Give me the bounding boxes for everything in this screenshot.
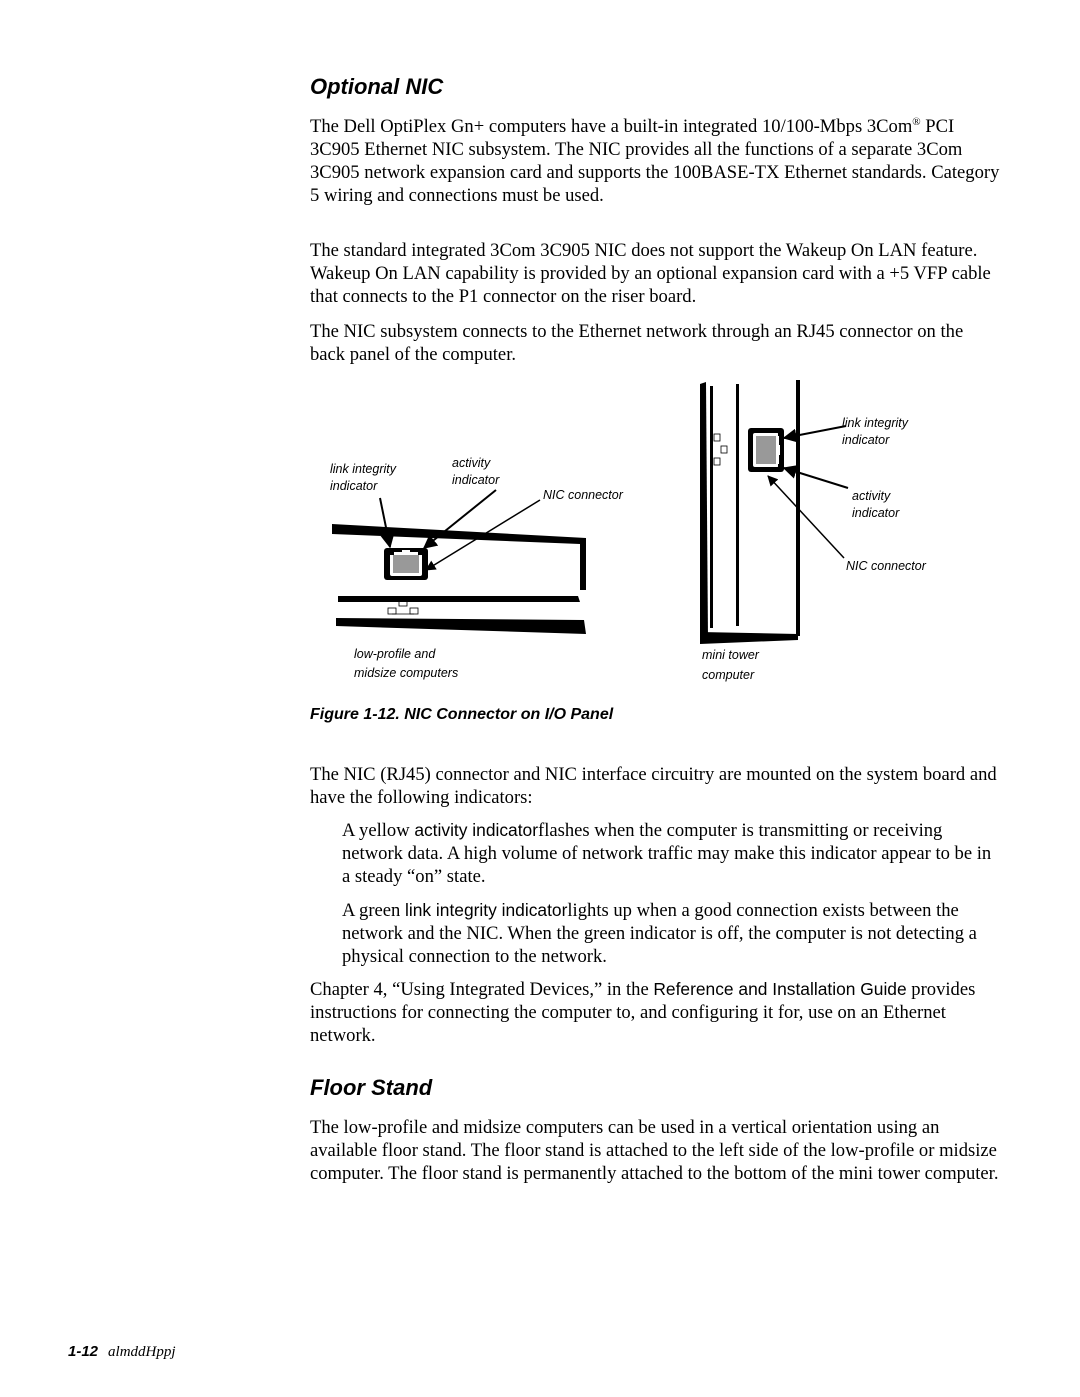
label-activity-left: activity — [452, 456, 491, 470]
figure-caption: Figure 1-12. NIC Connector on I/O Panel — [310, 706, 614, 723]
registered-mark: ® — [912, 115, 921, 128]
paragraph-nic-intro — [310, 115, 1000, 207]
nic-connector-figure — [300, 370, 1000, 700]
link-integrity-led-left — [388, 550, 394, 555]
paragraph-nic-indicators: The NIC (RJ45) connector and NIC interface circuitry are mounted on the system board and have the following indicators: — [310, 764, 997, 808]
link-integrity-led-right — [778, 430, 783, 436]
label-activity-right: activity — [852, 489, 891, 503]
activity-led-right — [778, 464, 783, 470]
label-link-integrity-right-2: indicator — [842, 433, 890, 447]
label-activity-right-2: indicator — [852, 506, 900, 520]
paragraph-text: A yellow — [342, 820, 415, 841]
paragraph-text: flashes when the computer is transmitting or receiving network data. A high volume of network traffic may make this indicator appear to be in a steady “on” state. — [342, 820, 992, 887]
label-link-integrity-right: link integrity — [842, 416, 908, 430]
activity-led-left — [418, 550, 424, 555]
paragraph-chapter-reference — [310, 978, 1000, 1047]
term-activity-indicator: activity indicator — [414, 820, 539, 840]
label-low-profile: low-profile and — [354, 647, 436, 661]
paragraph-text: PCI 3C905 Ethernet NIC subsystem. The NIC provides all the functions of a separate 3Com 3C905 network expansion card and supports the 100BASE-TX Ethernet standards. Category 5 wiring and connections must be used. — [310, 116, 1000, 206]
running-footer-text: almddHppj — [108, 1344, 176, 1360]
label-mini-tower: mini tower — [702, 648, 759, 662]
paragraph-text: Chapter 4, “Using Integrated Devices,” in the — [310, 979, 654, 1000]
section-heading-optional-nic: Optional NIC — [310, 74, 444, 99]
paragraph-text: lights up when a good connection exists between the network and the NIC. When the green indicator is off, the computer is not detecting a physical connection to the network. — [342, 900, 977, 967]
guide-title: Reference and Installation Guide — [653, 979, 907, 999]
paragraph-wakeup-on-lan: The standard integrated 3Com 3C905 NIC does not support the Wakeup On LAN feature. Wakeup On LAN capability is provided by an optional expansion card with a +5 VFP cable that connects to the P1 connector on the riser board. — [310, 240, 991, 307]
label-nic-connector-left: NIC connector — [543, 488, 623, 502]
paragraph-rj45: The NIC subsystem connects to the Ethernet network through an RJ45 connector on the back panel of the computer. — [310, 321, 964, 365]
label-midsize: midsize computers — [354, 666, 459, 680]
label-link-integrity-left: link integrity — [330, 462, 396, 476]
label-activity-left-2: indicator — [452, 473, 500, 487]
page-footer — [68, 1343, 176, 1361]
label-nic-connector-right: NIC connector — [846, 559, 926, 573]
label-computer: computer — [702, 668, 755, 682]
paragraph-text: The Dell OptiPlex Gn+ computers have a built-in integrated 10/100-Mbps 3Com — [310, 116, 913, 137]
term-link-integrity-indicator: link integrity indicator — [405, 900, 568, 920]
bullet-link-integrity-indicator — [342, 899, 1002, 968]
bullet-activity-indicator — [342, 819, 1002, 888]
paragraph-text: provides instructions for connecting the computer to, and configuring it for, use on an Ethernet network. — [310, 979, 976, 1046]
paragraph-text: A green — [342, 900, 405, 921]
section-heading-floor-stand: Floor Stand — [310, 1075, 433, 1100]
page-number: 1-12 — [68, 1343, 99, 1360]
paragraph-floor-stand: The low-profile and midsize computers can be used in a vertical orientation using an available floor stand. The floor stand is attached to the left side of the low-profile or midsize computer. The floor stand is permanently attached to the bottom of the mini tower computer. — [310, 1117, 999, 1184]
low-profile-chassis-drawing — [332, 524, 586, 634]
mini-tower-chassis-drawing — [700, 380, 800, 644]
label-link-integrity-left-2: indicator — [330, 479, 378, 493]
